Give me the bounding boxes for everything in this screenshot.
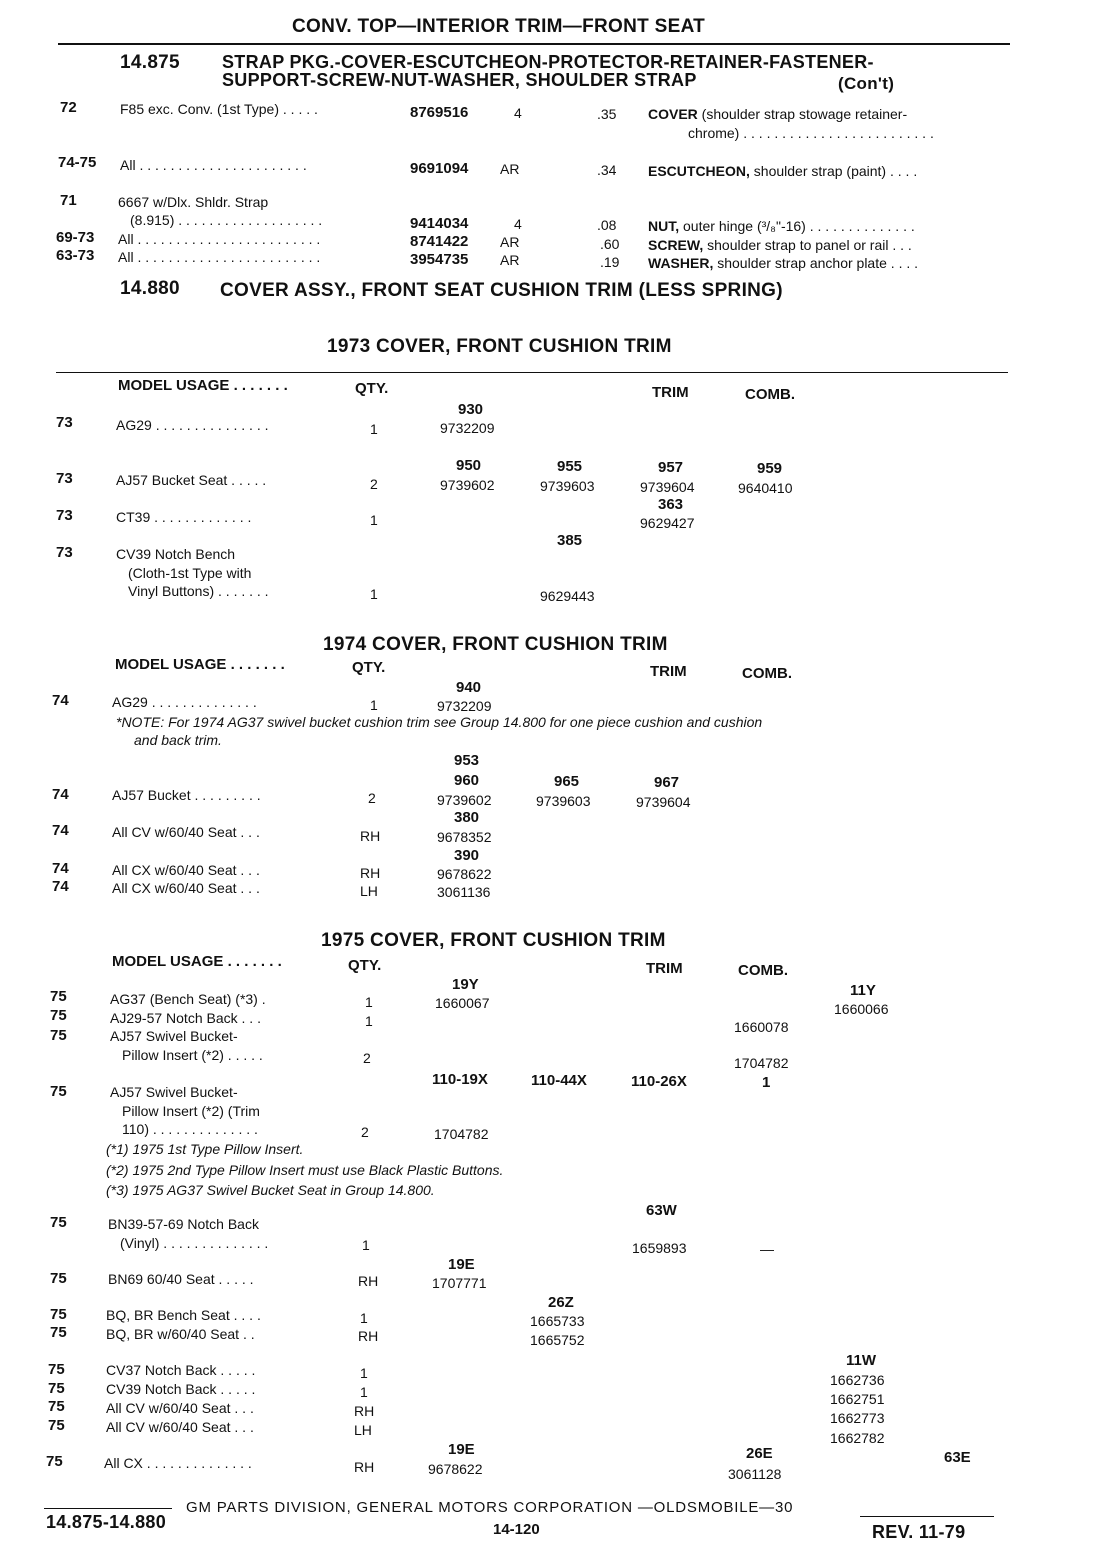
row-usage2: (8.915) . . . . . . . . . . . . . . . . . . .	[130, 212, 323, 228]
row-usage: BQ, BR Bench Seat . . . .	[106, 1307, 261, 1323]
row-year: 73	[56, 544, 73, 561]
row-qty: 4	[514, 105, 522, 121]
part-number: 1660066	[834, 1001, 889, 1017]
trim-code: 110-44X	[531, 1072, 587, 1089]
row-qty: LH	[360, 883, 378, 899]
footnote-1: (*1) 1975 1st Type Pillow Insert.	[106, 1141, 304, 1157]
trim-code: 960	[454, 772, 480, 789]
row-year: 75	[50, 1270, 67, 1287]
footnote-2: (*2) 1975 2nd Type Pillow Insert must use Black Plastic Buttons.	[106, 1162, 504, 1178]
row-year: 75	[50, 1007, 67, 1024]
part-number: 9739602	[437, 792, 492, 808]
col-head-comb: COMB.	[738, 962, 788, 979]
row-qty: 1	[370, 421, 378, 437]
section-title-1974: 1974 COVER, FRONT CUSHION TRIM	[323, 634, 668, 655]
row-qty: 1	[360, 1384, 368, 1400]
part-number: 9732209	[437, 698, 492, 714]
row-price: .19	[600, 254, 620, 270]
row-part: 8741422	[410, 233, 469, 250]
trim-code: 19E	[448, 1441, 475, 1458]
row-year: 73	[56, 470, 73, 487]
row-usage: CV39 Notch Back . . . . .	[106, 1381, 256, 1397]
row-usage: All CX w/60/40 Seat . . .	[112, 862, 260, 878]
col-head-model: MODEL USAGE . . . . . . .	[118, 377, 288, 394]
row-usage2: (Cloth-1st Type with	[128, 565, 252, 581]
trim-code: 26E	[746, 1445, 773, 1462]
row-year: 75	[50, 1306, 67, 1323]
footnote-3: (*3) 1975 AG37 Swivel Bucket Seat in Group 14.800.	[106, 1182, 435, 1198]
row-usage: All CV w/60/40 Seat . . .	[106, 1419, 254, 1435]
col-head-comb: COMB.	[742, 665, 792, 682]
row-qty: 1	[370, 512, 378, 528]
row-usage: 6667 w/Dlx. Shldr. Strap	[118, 194, 269, 210]
row-year: 75	[48, 1380, 65, 1397]
row-year: 75	[46, 1453, 63, 1470]
row-year: 74	[52, 692, 69, 709]
row-qty: AR	[500, 234, 520, 250]
trim-code: 1	[762, 1074, 771, 1091]
part-number: 1662751	[830, 1391, 885, 1407]
row-desc-bold: ESCUTCHEON,	[648, 163, 750, 179]
part-number: 9629427	[640, 515, 695, 531]
footer-revision: REV. 11-79	[872, 1522, 966, 1542]
footer-rule-left	[44, 1508, 172, 1509]
trim-code: 965	[554, 773, 580, 790]
row-qty: AR	[500, 252, 520, 268]
row-desc: shoulder strap to panel or rail . . .	[703, 237, 912, 253]
col-head-model: MODEL USAGE . . . . . . .	[115, 656, 285, 673]
row-qty: 4	[514, 216, 522, 232]
trim-code: 19Y	[452, 976, 479, 993]
cont-label: (Con't)	[838, 74, 895, 93]
row-usage2: (Vinyl) . . . . . . . . . . . . . .	[120, 1235, 269, 1251]
header-rule	[58, 43, 1010, 45]
row-year: 69-73	[56, 229, 95, 246]
col-head-trim: TRIM	[650, 663, 687, 680]
row-desc-bold: COVER	[648, 106, 698, 122]
row-usage: AJ57 Bucket Seat . . . . .	[116, 472, 267, 488]
part-number: 9739604	[640, 479, 695, 495]
part-number: 9640410	[738, 480, 793, 496]
row-usage: AJ57 Swivel Bucket-	[110, 1084, 238, 1100]
trim-code: 959	[757, 460, 783, 477]
row-year: 75	[50, 1324, 67, 1341]
row-qty: RH	[360, 865, 381, 881]
row-year: 75	[50, 1027, 67, 1044]
part-number: 9678352	[437, 829, 492, 845]
row-usage: AJ57 Swivel Bucket-	[110, 1028, 238, 1044]
part-number: 1665733	[530, 1313, 585, 1329]
row-year: 75	[48, 1417, 65, 1434]
row-year: 74-75	[58, 154, 97, 171]
part-number: 1707771	[432, 1275, 487, 1291]
part-number: 3061128	[728, 1466, 782, 1482]
trim-code: 390	[454, 847, 480, 864]
row-qty: 2	[361, 1124, 369, 1140]
trim-code: 19E	[448, 1256, 475, 1273]
row-desc: (shoulder strap stowage retainer-	[697, 106, 908, 122]
row-year: 75	[48, 1361, 65, 1378]
row-usage3: 110) . . . . . . . . . . . . . .	[122, 1121, 258, 1137]
row-year: 75	[48, 1398, 65, 1415]
row-usage: AG29 . . . . . . . . . . . . . .	[112, 694, 257, 710]
group-title-14880: COVER ASSY., FRONT SEAT CUSHION TRIM (LESS SPRING)	[220, 280, 783, 301]
row-usage2: Pillow Insert (*2) (Trim	[122, 1103, 260, 1119]
row-usage: All . . . . . . . . . . . . . . . . . . . . . .	[120, 157, 307, 173]
part-number: 1662782	[830, 1430, 885, 1446]
group-number-14875: 14.875	[120, 52, 180, 73]
row-usage: All CV w/60/40 Seat . . .	[112, 824, 260, 840]
col-head-qty: QTY.	[355, 380, 389, 397]
col-head-qty: QTY.	[352, 659, 386, 676]
row-usage: AG37 (Bench Seat) (*3) .	[110, 991, 266, 1007]
part-number: 1704782	[734, 1055, 789, 1071]
trim-code: 967	[654, 774, 680, 791]
row-qty: 1	[365, 1013, 373, 1029]
footer-page-number: 14-120	[493, 1521, 540, 1538]
row-part: 8769516	[410, 104, 469, 121]
row-qty: 1	[365, 994, 373, 1010]
row-price: .08	[597, 217, 617, 233]
row-usage: CV37 Notch Back . . . . .	[106, 1362, 256, 1378]
trim-code: 11W	[846, 1352, 877, 1369]
col-head-model: MODEL USAGE . . . . . . .	[112, 953, 282, 970]
section-title-1975: 1975 COVER, FRONT CUSHION TRIM	[321, 930, 666, 951]
trim-code: 63E	[944, 1449, 971, 1466]
part-number: 1660078	[734, 1019, 789, 1035]
trim-code: 11Y	[850, 982, 876, 999]
trim-code: 940	[456, 679, 482, 696]
row-year: 75	[50, 1083, 67, 1100]
row-usage3: Vinyl Buttons) . . . . . . .	[128, 583, 269, 599]
trim-code: 110-19X	[432, 1071, 488, 1088]
group-title-line1: STRAP PKG.-COVER-ESCUTCHEON-PROTECTOR-RETAINER-FASTENER-	[222, 52, 874, 72]
footer-corporation: GM PARTS DIVISION, GENERAL MOTORS CORPORATION —OLDSMOBILE—30	[186, 1499, 794, 1516]
row-usage: BN39-57-69 Notch Back	[108, 1216, 259, 1232]
row-year: 74	[52, 878, 69, 895]
row-year: 74	[52, 786, 69, 803]
row-desc-bold: WASHER,	[648, 255, 714, 271]
note-line1: *NOTE: For 1974 AG37 swivel bucket cushion trim see Group 14.800 for one piece cushion and cushion	[116, 714, 763, 730]
row-part: 9414034	[410, 215, 469, 232]
part-number: 1662736	[830, 1372, 885, 1388]
row-qty: 2	[368, 790, 376, 806]
row-qty: 1	[370, 586, 378, 602]
note-line2: and back trim.	[134, 732, 222, 748]
trim-code: 955	[557, 458, 583, 475]
comb-dash: —	[760, 1241, 774, 1257]
col-head-qty: QTY.	[348, 957, 382, 974]
part-number: 9678622	[437, 866, 492, 882]
row-qty: 2	[363, 1050, 371, 1066]
trim-code: 950	[456, 457, 482, 474]
group-number-14880: 14.880	[120, 278, 180, 299]
row-usage: All CX . . . . . . . . . . . . . .	[104, 1455, 252, 1471]
row-usage: BQ, BR w/60/40 Seat . .	[106, 1326, 255, 1342]
row-usage: AJ57 Bucket . . . . . . . . .	[112, 787, 261, 803]
trim-code: 363	[658, 496, 684, 513]
row-qty: 2	[370, 476, 378, 492]
row-year: 73	[56, 507, 73, 524]
row-desc-bold: NUT,	[648, 218, 680, 234]
row-usage: AG29 . . . . . . . . . . . . . . .	[116, 417, 269, 433]
page-title: CONV. TOP—INTERIOR TRIM—FRONT SEAT	[292, 16, 706, 37]
row-price: .34	[597, 162, 617, 178]
row-desc2: chrome) . . . . . . . . . . . . . . . . . . . . . . . . .	[688, 125, 934, 141]
row-usage: All CV w/60/40 Seat . . .	[106, 1400, 254, 1416]
part-number: 9739602	[440, 477, 495, 493]
row-price: .35	[597, 106, 617, 122]
part-number: 1662773	[830, 1410, 885, 1426]
trim-code: 385	[557, 532, 583, 549]
trim-code: 110-26X	[631, 1073, 687, 1090]
row-year: 75	[50, 988, 67, 1005]
row-usage: CT39 . . . . . . . . . . . . .	[116, 509, 252, 525]
row-year: 72	[60, 99, 77, 116]
part-number: 9629443	[540, 588, 595, 604]
section-title-1973: 1973 COVER, FRONT CUSHION TRIM	[327, 336, 672, 357]
row-year: 73	[56, 414, 73, 431]
row-year: 74	[52, 860, 69, 877]
row-part: 9691094	[410, 160, 469, 177]
part-number: 9739604	[636, 794, 691, 810]
part-number: 9739603	[540, 478, 595, 494]
row-usage: CV39 Notch Bench	[116, 546, 236, 562]
trim-code: 953	[454, 752, 480, 769]
group-title-line2: SUPPORT-SCREW-NUT-WASHER, SHOULDER STRAP	[222, 70, 697, 90]
trim-code: 957	[658, 459, 684, 476]
row-qty: 1	[370, 697, 378, 713]
row-price: .60	[600, 236, 620, 252]
row-qty: RH	[360, 828, 381, 844]
trim-code: 63W	[646, 1202, 677, 1219]
row-qty: LH	[354, 1422, 372, 1438]
col-head-trim: TRIM	[652, 384, 689, 401]
row-usage2: Pillow Insert (*2) . . . . .	[122, 1047, 263, 1063]
row-desc: shoulder strap (paint) . . . .	[749, 163, 918, 179]
part-number: 1665752	[530, 1332, 585, 1348]
row-usage: F85 exc. Conv. (1st Type) . . . . .	[120, 101, 318, 117]
row-qty: RH	[358, 1328, 379, 1344]
row-qty: 1	[360, 1365, 368, 1381]
row-desc: outer hinge (³/₈"-16) . . . . . . . . . . . . . .	[679, 218, 915, 234]
col-head-comb: COMB.	[745, 386, 795, 403]
row-usage: All . . . . . . . . . . . . . . . . . . . . . . . .	[118, 231, 321, 247]
row-part: 3954735	[410, 251, 469, 268]
part-number: 9732209	[440, 420, 495, 436]
row-year: 63-73	[56, 247, 95, 264]
row-usage: All . . . . . . . . . . . . . . . . . . . . . . . .	[118, 249, 321, 265]
part-number: 1660067	[435, 995, 490, 1011]
row-usage: All CX w/60/40 Seat . . .	[112, 880, 260, 896]
row-qty: 1	[360, 1310, 368, 1326]
row-desc-bold: SCREW,	[648, 237, 704, 253]
trim-code: 380	[454, 809, 480, 826]
row-qty: RH	[354, 1403, 375, 1419]
row-year: 74	[52, 822, 69, 839]
row-qty: RH	[358, 1273, 379, 1289]
part-number: 1704782	[434, 1126, 489, 1142]
row-usage: AJ29-57 Notch Back . . .	[110, 1010, 261, 1026]
row-year: 75	[50, 1214, 67, 1231]
part-number: 3061136	[437, 884, 491, 900]
part-number: 9739603	[536, 793, 591, 809]
row-qty: AR	[500, 161, 520, 177]
section-rule	[56, 372, 1008, 373]
trim-code: 26Z	[548, 1294, 574, 1311]
col-head-trim: TRIM	[646, 960, 683, 977]
row-usage: BN69 60/40 Seat . . . . .	[108, 1271, 254, 1287]
part-number: 9678622	[428, 1461, 483, 1477]
row-desc: shoulder strap anchor plate . . . .	[713, 255, 919, 271]
part-number: 1659893	[632, 1240, 687, 1256]
row-qty: 1	[362, 1237, 370, 1253]
footer-rule-right	[860, 1516, 994, 1517]
row-qty: RH	[354, 1459, 375, 1475]
trim-code: 930	[458, 401, 484, 418]
footer-group-range: 14.875-14.880	[46, 1512, 167, 1532]
row-year: 71	[60, 192, 77, 209]
